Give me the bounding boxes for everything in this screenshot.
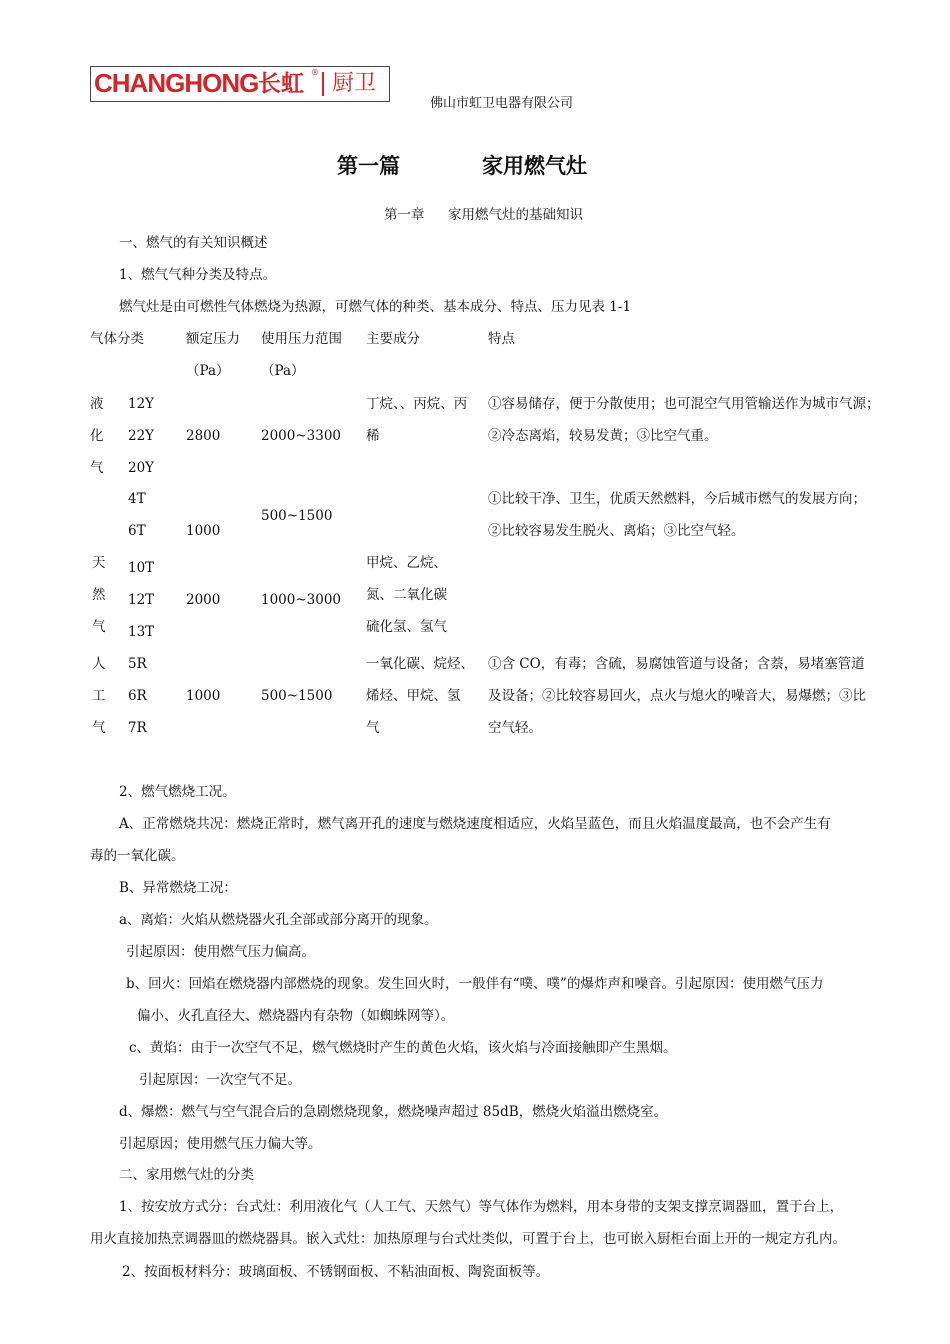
lpg-comp-2: 稀 (366, 428, 380, 444)
lpg-rated: 2800 (186, 428, 221, 444)
normal-combustion-line1: A、正常燃烧共况：燃烧正常时，燃气离开孔的速度与燃烧速度相适应，火焰呈蓝色，而且火焰温度最高，也不会产生有 (119, 816, 831, 832)
lift-off-cause: 引起原因：使用燃气压力偏高。 (126, 944, 315, 960)
mg-cat-2: 工 (92, 688, 106, 704)
mg-comp-3: 气 (366, 720, 380, 736)
section1-heading: 一、燃气的有关知识概述 (119, 235, 268, 251)
ng-b-comp-1: 甲烷、乙烷、 (366, 555, 447, 571)
table-header-range: 使用压力范围 (261, 331, 342, 347)
company-name: 佛山市虹卫电器有限公司 (430, 96, 574, 111)
section1-sub1: 1、燃气气种分类及特点。 (119, 267, 277, 283)
ng-a-rated: 1000 (186, 523, 221, 539)
mg-cat-1: 人 (92, 656, 106, 672)
ng-cat-3: 气 (92, 619, 106, 635)
lpg-feat-1: ①容易储存，便于分散使用；也可混空气用管输送作为城市气源； (488, 396, 880, 412)
ng-a-code-2: 6T (128, 523, 146, 539)
table-unit-range: （Pa） (261, 363, 305, 379)
mg-code-3: 7R (128, 720, 147, 736)
table-header-rated: 额定压力 (186, 331, 240, 347)
lpg-code-3: 20Y (128, 460, 155, 476)
yellow-flame-cause: 引起原因：一次空气不足。 (139, 1072, 301, 1088)
lpg-code-1: 12Y (128, 396, 155, 412)
ng-a-code-1: 4T (128, 491, 146, 507)
classification-1-line2: 用火直接加热烹调器皿的燃烧器具。嵌入式灶：加热原理与台式灶类似，可置于台上，也可嵌入厨柜台面上开的一规定方孔内。 (90, 1231, 846, 1247)
table-header-features: 特点 (488, 331, 515, 347)
ng-b-rated: 2000 (186, 592, 221, 608)
chapter-title: 家用燃气灶的基础知识 (448, 207, 583, 223)
lpg-range: 2000~3300 (261, 428, 342, 444)
chapter-number: 第一章 (384, 207, 425, 223)
logo-registered-mark: ® (311, 68, 319, 77)
classification-2: 2、按面板材料分：玻璃面板、不锈钢面板、不粘油面板、陶瓷面板等。 (122, 1264, 550, 1280)
deflagration-cause: 引起原因；使用燃气压力偏大等。 (119, 1136, 322, 1152)
logo-sub-text: 厨卫 (332, 71, 377, 96)
part-name: 家用燃气灶 (482, 154, 587, 178)
table-header-category: 气体分类 (90, 331, 144, 347)
ng-b-comp-2: 氮、二氧化碳 (366, 587, 447, 603)
flashback-item-line1: b、回火：回焰在燃烧器内部燃烧的现象。发生回火时，一般伴有“噗、噗”的爆炸声和噪音。引起原因：使用燃气压力 (126, 976, 824, 992)
section1-intro: 燃气灶是由可燃性气体燃烧为热源，可燃气体的种类、基本成分、特点、压力见表 1-1 (119, 299, 632, 315)
mg-comp-1: 一氧化碳、烷烃、 (366, 656, 474, 672)
mg-rated: 1000 (186, 688, 221, 704)
mg-code-2: 6R (128, 688, 147, 704)
yellow-flame-item: c、黄焰：由于一次空气不足，燃气燃烧时产生的黄色火焰，该火焰与冷面接触即产生黑烟。 (129, 1040, 677, 1056)
lpg-cat-1: 液 (90, 396, 104, 412)
ng-b-range: 1000~3000 (261, 592, 342, 608)
mg-range: 500~1500 (261, 688, 333, 704)
mg-feat-2: 及设备；②比较容易回火，点火与熄火的噪音大，易爆燃；③比 (488, 688, 866, 704)
lpg-cat-2: 化 (90, 428, 104, 444)
ng-a-range: 500~1500 (261, 508, 333, 524)
logo-chinese-text: 长虹 (258, 71, 304, 97)
deflagration-item: d、爆燃：燃气与空气混合后的急剧燃烧现象，燃烧噪声超过 85dB，燃烧火焰溢出燃烧室。 (119, 1104, 668, 1120)
abnormal-combustion-heading: B、异常燃烧工况： (119, 880, 237, 896)
part-title: 第一篇 (337, 154, 400, 178)
ng-b-code-1: 10T (128, 560, 155, 576)
table-unit-rated: （Pa） (186, 363, 230, 379)
ng-b-comp-3: 硫化氢、氢气 (366, 619, 447, 635)
ng-b-code-3: 13T (128, 624, 155, 640)
lift-off-item: a、离焰：火焰从燃烧器火孔全部或部分离开的现象。 (119, 912, 438, 928)
logo-brand-text: CHANGHONG (94, 68, 259, 98)
ng-b-code-2: 12T (128, 592, 155, 608)
mg-comp-2: 烯烃、甲烷、氢 (366, 688, 461, 704)
brand-logo (90, 66, 390, 102)
mg-cat-3: 气 (92, 720, 106, 736)
mg-feat-1: ①含 CO，有毒；含硫，易腐蚀管道与设备；含萘，易堵塞管道 (488, 656, 865, 672)
ng-a-feat-1: ①比较干净、卫生，优质天然燃料，今后城市燃气的发展方向； (488, 491, 866, 507)
classification-1-line1: 1、按安放方式分：台式灶：利用液化气（人工气、天然气）等气体作为燃料，用本身带的支架支撑烹调器皿，置于台上， (119, 1199, 844, 1215)
section3-heading: 二、家用燃气灶的分类 (119, 1167, 254, 1183)
mg-feat-3: 空气轻。 (488, 720, 542, 736)
ng-a-feat-2: ②比较容易发生脱火、离焰；③比空气轻。 (488, 523, 745, 539)
logo-divider (322, 72, 324, 96)
lpg-cat-3: 气 (90, 460, 104, 476)
normal-combustion-line2: 毒的一氧化碳。 (90, 848, 185, 864)
flashback-item-line2: 偏小、火孔直径大、燃烧器内有杂物（如蜘蛛网等）。 (137, 1008, 455, 1024)
lpg-code-2: 22Y (128, 428, 155, 444)
lpg-feat-2: ②冷态离焰，较易发黄；③比空气重。 (488, 428, 718, 444)
ng-cat-2: 然 (92, 587, 106, 603)
lpg-comp-1: 丁烷、、丙烷、丙 (366, 396, 468, 412)
table-header-composition: 主要成分 (366, 331, 420, 347)
mg-code-1: 5R (128, 656, 147, 672)
ng-cat-1: 天 (92, 555, 106, 571)
section2-sub2: 2、燃气燃烧工况。 (119, 784, 236, 800)
